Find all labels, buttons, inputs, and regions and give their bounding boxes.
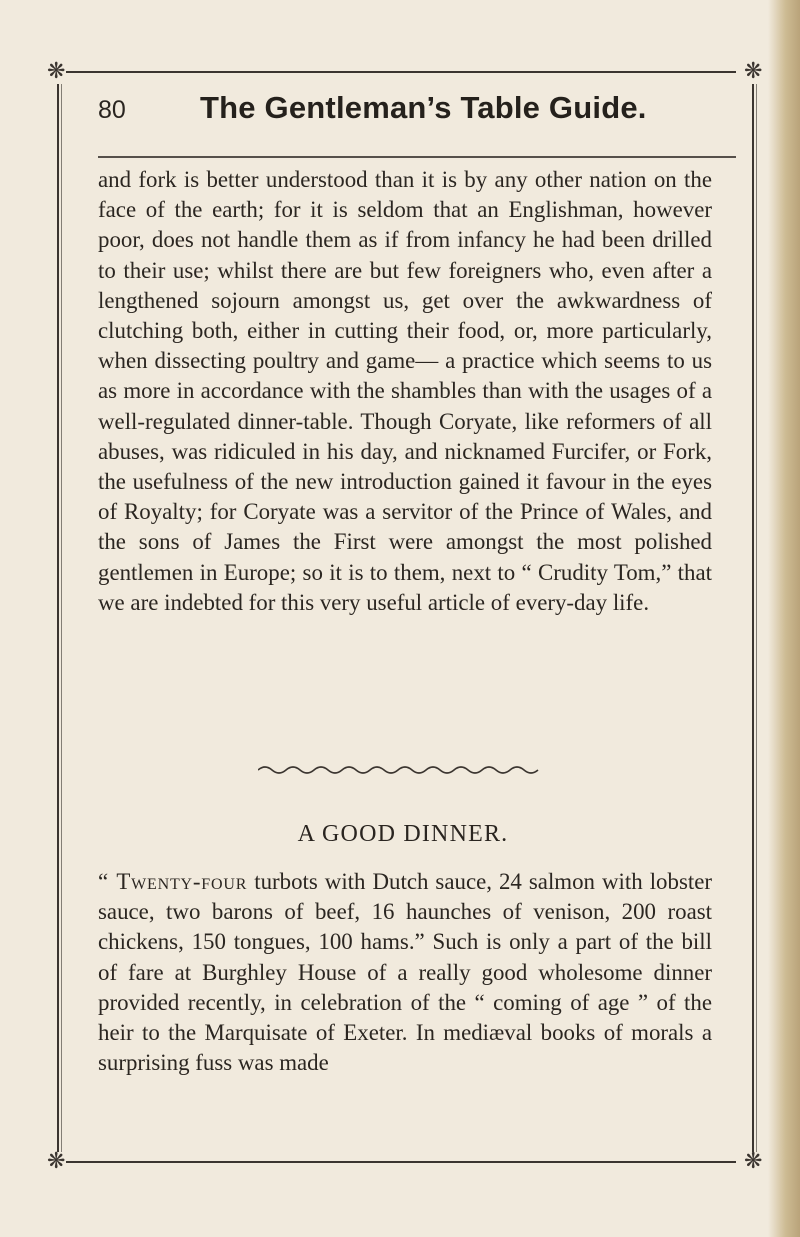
page-number: 80 — [98, 96, 126, 124]
running-head-title: The Gentleman’s Table Guide. — [200, 90, 647, 125]
page-edge-shadow — [768, 0, 800, 1237]
paragraph-lead-smallcaps: “ Twenty-four — [98, 869, 248, 894]
corner-ornament-top-right-icon: ❋ — [744, 59, 763, 84]
frame-right-rule-inner — [756, 84, 757, 1152]
section-title: A GOOD DINNER. — [297, 821, 509, 847]
corner-ornament-bottom-left-icon: ❋ — [47, 1149, 66, 1174]
body-paragraph-2 — [98, 867, 712, 1078]
frame-left-rule — [57, 84, 59, 1152]
frame-top-rule — [66, 71, 736, 73]
header-rule — [98, 156, 736, 158]
frame-left-rule-inner — [61, 84, 62, 1152]
corner-ornament-bottom-right-icon: ❋ — [744, 1149, 763, 1174]
frame-right-rule — [752, 84, 754, 1152]
corner-ornament-top-left-icon: ❋ — [47, 59, 66, 84]
frame-bottom-rule — [66, 1161, 736, 1163]
paragraph-text: turbots with Dutch sauce, 24 salmon with lobster sauce, two barons of beef, 16 haunches of venison, 200 roast chickens, 150 tongues, 100 hams.” Such is only a part of the bill of fare at Burghley House of a really good wholesome dinner provided recently, in celebration of the “ coming of age ” of the heir to the Marquisate of Exeter. In mediæval books of morals a surprising fuss was made — [98, 869, 712, 1076]
body-paragraph: and fork is better understood than it is by any other nation on the face of the earth; for it is seldom that an Englishman, however poor, does not handle them as if from infancy he had been drilled to their use; whilst there are but few foreigners who, even after a lengthened sojourn amongst us, get over the awkwardness of clutching both, either in cutting their food, or, more particularly, when dissecting poultry and game— a practice which seems to us as more in accordance with the shambles than with the usages of a well-regulated dinner-table. Though Coryate, like reformers of all abuses, was ridiculed in his day, and nicknamed Furcifer, or Fork, the usefulness of the new introduction gained it favour in the eyes of Royalty; for Coryate was a servitor of the Prince of Wales, and the sons of James the First were amongst the most polished gentlemen in Europe; so it is to them, next to “ Crudity Tom,” that we are indebted for this very useful article of every-day life. — [98, 167, 712, 615]
wavy-rule-icon — [258, 764, 540, 776]
